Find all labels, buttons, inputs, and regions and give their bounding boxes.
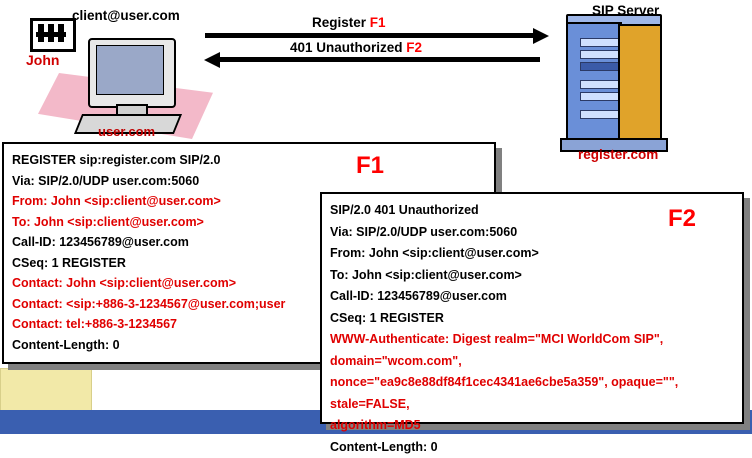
server-slot — [580, 62, 622, 71]
message-line: To: John <sip:client@user.com> — [12, 212, 486, 233]
unauthorized-arrow-label — [290, 40, 422, 55]
server-slot — [580, 92, 622, 101]
message-line: WWW-Authenticate: Digest realm="MCI WorldCom SIP", — [330, 329, 734, 351]
message-line: Contact: tel:+886-3-1234567 — [12, 314, 486, 335]
message-line: Via: SIP/2.0/UDP user.com:5060 — [12, 171, 486, 192]
register-arrow-text: Register — [312, 15, 370, 30]
unauthorized-arrow-line — [220, 57, 540, 62]
client-endpoint-label: client@user.com — [72, 8, 180, 23]
message-line: Content-Length: 0 — [330, 437, 734, 458]
computer-monitor-icon — [88, 38, 176, 108]
client-person-label: John — [26, 52, 59, 68]
message-line: Via: SIP/2.0/UDP user.com:5060 — [330, 222, 734, 244]
message-line: CSeq: 1 REGISTER — [330, 308, 734, 330]
message-line: From: John <sip:client@user.com> — [12, 191, 486, 212]
message-line: Content-Length: 0 — [12, 335, 486, 356]
unauthorized-arrow-tag: F2 — [406, 40, 422, 55]
server-slot — [580, 38, 622, 47]
message-line: SIP/2.0 401 Unauthorized — [330, 200, 734, 222]
server-domain-label: register.com — [578, 147, 658, 162]
register-arrow-head — [533, 28, 549, 44]
register-arrow-label — [312, 15, 386, 30]
sip-server-title: SIP Server — [592, 3, 659, 18]
server-slot — [580, 80, 622, 89]
message-line: Contact: John <sip:client@user.com> — [12, 273, 486, 294]
client-domain-label: user.com — [98, 124, 155, 139]
sip-server-illustration — [560, 22, 690, 146]
decorative-yellow-panel — [0, 368, 92, 412]
monitor-screen — [96, 45, 164, 95]
server-rack-icon — [566, 22, 622, 144]
unauthorized-arrow-text: 401 Unauthorized — [290, 40, 406, 55]
server-slot — [580, 110, 622, 119]
message-line: REGISTER sip:register.com SIP/2.0 — [12, 150, 486, 171]
message-line: domain="wcom.com", — [330, 351, 734, 373]
message-line: Call-ID: 123456789@user.com — [330, 286, 734, 308]
f1-tag-label: F1 — [356, 152, 384, 180]
server-slot — [580, 50, 622, 59]
client-computer-illustration — [30, 18, 220, 140]
message-line: Call-ID: 123456789@user.com — [12, 232, 486, 253]
message-line: nonce="ea9c8e88df84f1cec4341ae6cbe5a359", opaque="", — [330, 372, 734, 394]
register-arrow-line — [205, 33, 535, 38]
message-line: algorithm=MD5 — [330, 415, 734, 437]
message-line: CSeq: 1 REGISTER — [12, 253, 486, 274]
message-line: stale=FALSE, — [330, 394, 734, 416]
message-line: From: John <sip:client@user.com> — [330, 243, 734, 265]
unauthorized-arrow-head — [204, 52, 220, 68]
f2-tag-label: F2 — [668, 205, 696, 233]
server-side-panel — [618, 24, 662, 144]
register-arrow-tag: F1 — [370, 15, 386, 30]
message-line: To: John <sip:client@user.com> — [330, 265, 734, 287]
message-line: Contact: <sip:+886-3-1234567@user.com;user — [12, 294, 486, 315]
network-tower-icon — [30, 18, 76, 52]
